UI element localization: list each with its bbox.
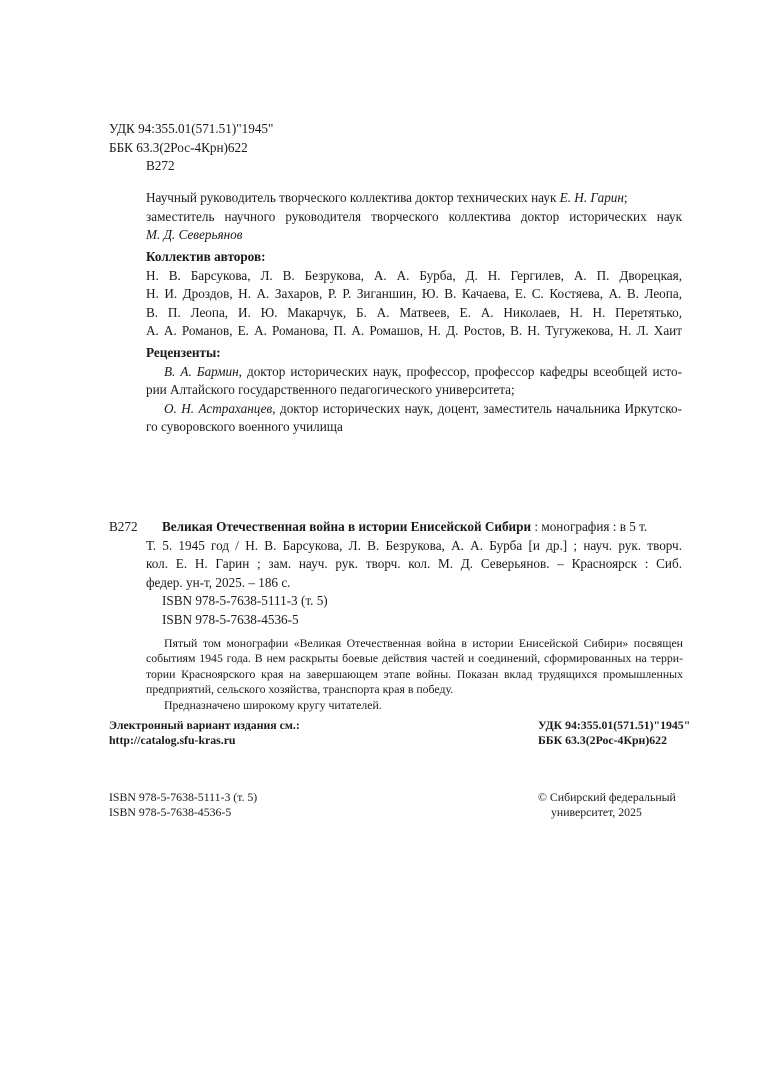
reviewer-1-line2: рии Алтайского государственного педагогического университета; bbox=[146, 382, 515, 398]
authors-heading: Коллектив авторов: bbox=[146, 249, 266, 264]
copyright-line-2: университет, 2025 bbox=[551, 805, 642, 820]
reviewer-1-name: В. А. Бармин bbox=[164, 363, 239, 379]
copyright-block bbox=[538, 790, 676, 821]
book-title: Великая Отечественная война в истории Енисейской Сибири bbox=[162, 519, 532, 534]
reviewer-1-text: , доктор исторических наук, профессор, профессор кафедры всеобщей исто- bbox=[238, 363, 682, 379]
annotation-last: Предназначено широкому кругу читателей. bbox=[164, 697, 382, 712]
authors-line: Н. В. Барсукова, Л. В. Безрукова, А. А. Бурба, Д. Н. Гергилев, А. П. Дворецкая, bbox=[146, 267, 682, 283]
bbk-code-right: ББК 63.3(2Рос-4Крн)622 bbox=[538, 733, 667, 748]
classification-block bbox=[109, 120, 273, 176]
author-sign: В272 bbox=[146, 158, 175, 174]
leader-line-1 bbox=[146, 189, 682, 208]
bbk-code: ББК 63.3(2Рос-4Крн)622 bbox=[109, 139, 248, 155]
bib-line-1 bbox=[162, 518, 682, 537]
authors-line: А. А. Романов, Е. А. Романова, П. А. Ромашов, Н. Д. Ростов, В. Н. Тугужекова, Н. Л. Хаит bbox=[146, 323, 682, 339]
footer-isbn-block bbox=[109, 790, 257, 821]
bib-line-1-rest: : монография : в 5 т. bbox=[531, 519, 648, 534]
reviewer-2 bbox=[146, 400, 682, 419]
bib-line-2: Т. 5. 1945 год / Н. В. Барсукова, Л. В. Безрукова, А. А. Бурба [и др.] ; науч. рук. творч. bbox=[146, 537, 682, 553]
catalog-link[interactable]: http://catalog.sfu-kras.ru bbox=[109, 733, 236, 748]
annotation-line: предприятий, сельского хозяйства, транспорта края в победу. bbox=[146, 682, 454, 697]
deputy-leader-line: заместитель научного руководителя творческого коллектива доктор исторических наук bbox=[146, 208, 682, 224]
electronic-block bbox=[109, 718, 300, 749]
annotation-line: Пятый том монографии «Великая Отечественная война в истории Енисейской Сибири» посвящен bbox=[164, 636, 683, 650]
deputy-leader-name: М. Д. Северьянов bbox=[146, 227, 243, 243]
authors-block bbox=[146, 248, 682, 341]
reviewer-2-text: , доктор исторических наук, доцент, заместитель начальника Иркутско- bbox=[272, 400, 682, 416]
annotation-line: тории Красноярского края на завершающем этапе войны. Показан вклад трудящихся промышленных bbox=[146, 666, 683, 681]
annotation-line: событиям 1945 года. В нем раскрыты боевые действия частей и соединений, сформированных на терри- bbox=[146, 651, 683, 666]
reviewer-2-name: О. Н. Астраханцев bbox=[164, 400, 273, 416]
reviewers-heading: Рецензенты: bbox=[146, 345, 221, 360]
copyright-line-1: © Сибирский федеральный bbox=[538, 790, 676, 804]
reviewers-block bbox=[146, 344, 682, 437]
bib-line-3: кол. Е. Н. Гарин ; зам. науч. рук. творч. кол. М. Д. Северьянов. – Красноярск : Сиб. bbox=[146, 556, 682, 572]
authors-line: В. П. Леопа, И. Ю. Макарчук, Б. А. Матвеев, Е. А. Николаев, Н. Н. Перетятько, bbox=[146, 304, 682, 320]
udk-code: УДК 94:355.01(571.51)"1945" bbox=[109, 121, 274, 136]
authors-line: Н. И. Дроздов, Н. А. Захаров, Р. Р. Зиганшин, Ю. В. Качаева, Е. С. Костяева, А. В. Леопа, bbox=[146, 286, 682, 302]
codes-right-block bbox=[538, 718, 690, 749]
bib-line-4: федер. ун-т, 2025. – 186 с. bbox=[146, 574, 291, 590]
annotation-block bbox=[146, 636, 683, 713]
electronic-label: Электронный вариант издания см.: bbox=[109, 718, 300, 732]
footer-isbn-1: ISBN 978-5-7638-5111-3 (т. 5) bbox=[109, 790, 258, 804]
bib-sign: В272 bbox=[109, 519, 138, 534]
leader-text: Научный руководитель творческого коллектива доктор технических наук bbox=[146, 190, 560, 205]
footer-isbn-2: ISBN 978-5-7638-4536-5 bbox=[109, 805, 232, 820]
reviewer-2-line2: го суворовского военного училища bbox=[146, 419, 343, 435]
udk-code-right: УДК 94:355.01(571.51)"1945" bbox=[538, 718, 691, 732]
leader-name: Е. Н. Гарин bbox=[559, 190, 624, 205]
bib-isbn-2: ISBN 978-5-7638-4536-5 bbox=[162, 611, 299, 627]
bib-record bbox=[146, 518, 682, 630]
leader-end: ; bbox=[623, 190, 628, 205]
bib-isbn-1: ISBN 978-5-7638-5111-3 (т. 5) bbox=[162, 593, 328, 609]
leaders-block bbox=[146, 189, 682, 245]
reviewer-1 bbox=[146, 363, 682, 382]
